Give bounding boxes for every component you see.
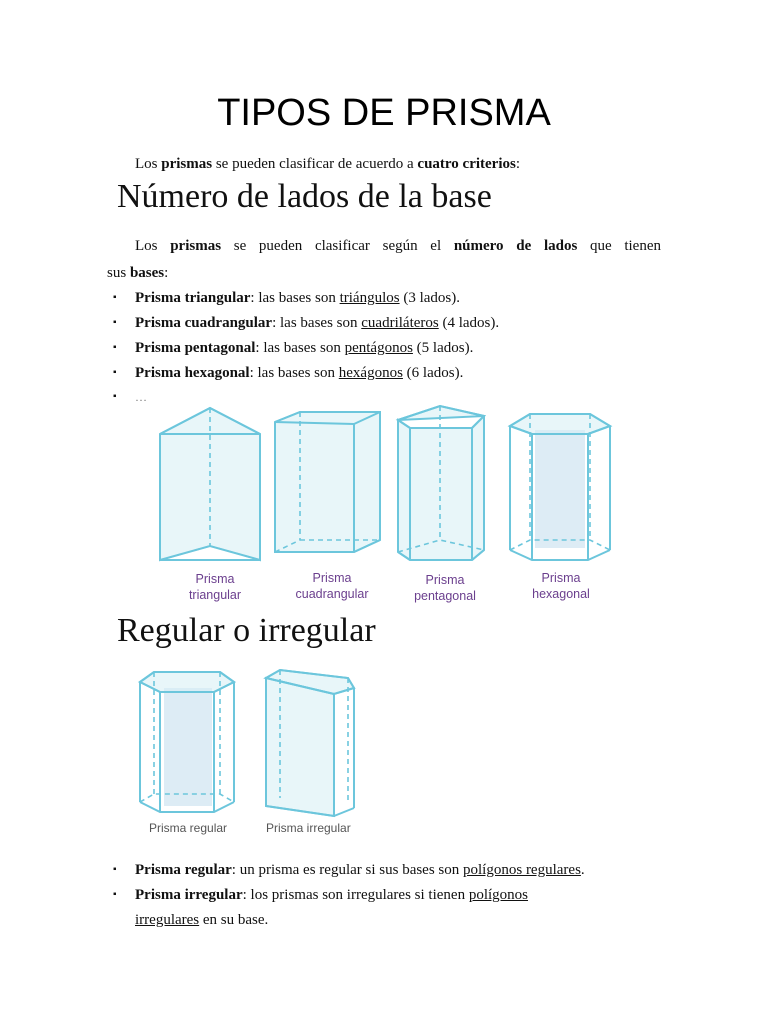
bullet-icon: ▪ (113, 292, 117, 303)
item-text: (5 lados). (412, 340, 474, 356)
regular-prism-icon (140, 672, 234, 812)
caption-line: Prisma (312, 571, 352, 585)
caption-prisma-regular: Prisma regular (149, 821, 228, 835)
intro-paragraph (135, 154, 520, 174)
bullet-icon: ▪ (113, 367, 117, 378)
item-text: : las bases son (250, 290, 340, 306)
item-text: (6 lados). (402, 365, 464, 381)
bullet-icon: ▪ (113, 864, 117, 875)
irregular-prism-icon (266, 670, 354, 816)
item-link-triangulos[interactable]: triángulos (339, 290, 400, 306)
para-bold-bases: bases (129, 265, 165, 281)
section1-paragraph-line2 (107, 263, 168, 283)
para-bold-prismas: prismas (170, 238, 222, 254)
caption-line: Prisma (425, 573, 465, 587)
caption-line: cuadrangular (295, 587, 369, 601)
prism-types-figure (140, 400, 630, 570)
item-text: : las bases son (272, 315, 362, 331)
item-bold: Prisma triangular (135, 290, 251, 306)
caption-line: Prisma (195, 572, 235, 586)
item-text: : las bases son (255, 340, 345, 356)
regular-irregular-figure (130, 664, 370, 824)
item-bold: Prisma cuadrangular (135, 315, 273, 331)
caption-triangular (160, 571, 270, 603)
item-text: . (580, 862, 585, 878)
triangular-prism-icon (160, 408, 260, 560)
item-bold: Prisma regular (135, 862, 232, 878)
bullet-icon: ▪ (113, 317, 117, 328)
para-text: : (164, 265, 169, 281)
caption-line: pentagonal (414, 589, 476, 603)
intro-text: se pueden clasificar de acuerdo a (212, 156, 418, 172)
list-item-continuation (135, 910, 268, 930)
item-bold: Prisma hexagonal (135, 365, 250, 381)
item-link-poligonos[interactable]: polígonos (468, 887, 529, 903)
item-link-pentagonos[interactable]: pentágonos (344, 340, 413, 356)
intro-text: Los (135, 156, 162, 172)
item-bold: Prisma irregular (135, 887, 243, 903)
pentagonal-prism-icon (398, 406, 484, 560)
section1-paragraph (107, 236, 661, 256)
caption-hexagonal (506, 570, 616, 602)
caption-prisma-irregular: Prisma irregular (266, 821, 351, 835)
intro-bold-prismas: prismas (161, 156, 213, 172)
para-bold-numero-lados: número de lados (453, 238, 578, 254)
quadrangular-prism-icon (275, 412, 380, 552)
item-link-cuadrilateros[interactable]: cuadriláteros (361, 315, 439, 331)
section-heading-lados: Número de lados de la base (117, 178, 492, 215)
item-text: en su base. (199, 912, 269, 928)
item-bold: Prisma pentagonal (135, 340, 256, 356)
item-link-hexagonos[interactable]: hexágonos (338, 365, 403, 381)
item-text: : un prisma es regular si sus bases son (231, 862, 464, 878)
bullet-icon: ▪ (113, 342, 117, 353)
bullet-icon: ▪ (113, 889, 117, 900)
bullet-icon: ▪ (113, 391, 117, 402)
item-link-irregulares[interactable]: irregulares (135, 912, 200, 928)
caption-line: hexagonal (532, 587, 590, 601)
caption-cuadrangular (277, 570, 387, 602)
item-text: (3 lados). (399, 290, 460, 306)
section-heading-regular: Regular o irregular (117, 612, 376, 649)
para-text: que tienen (577, 238, 661, 254)
caption-line: Prisma (541, 571, 581, 585)
ellipsis-text: … (135, 390, 147, 404)
para-text: se pueden clasificar según el (221, 238, 454, 254)
intro-bold-criterios: cuatro criterios (417, 156, 516, 172)
hexagonal-prism-icon (510, 414, 610, 560)
caption-line: triangular (188, 588, 242, 602)
page-title: TIPOS DE PRISMA (217, 92, 551, 134)
item-text: : los prismas son irregulares si tienen (242, 887, 469, 903)
item-text: : las bases son (249, 365, 339, 381)
caption-pentagonal (390, 572, 500, 604)
para-text: sus (107, 265, 130, 281)
intro-text: : (515, 156, 521, 172)
item-text: (4 lados). (438, 315, 500, 331)
item-link-poligonos-regulares[interactable]: polígonos regulares (463, 862, 581, 878)
para-text: Los (135, 238, 171, 254)
